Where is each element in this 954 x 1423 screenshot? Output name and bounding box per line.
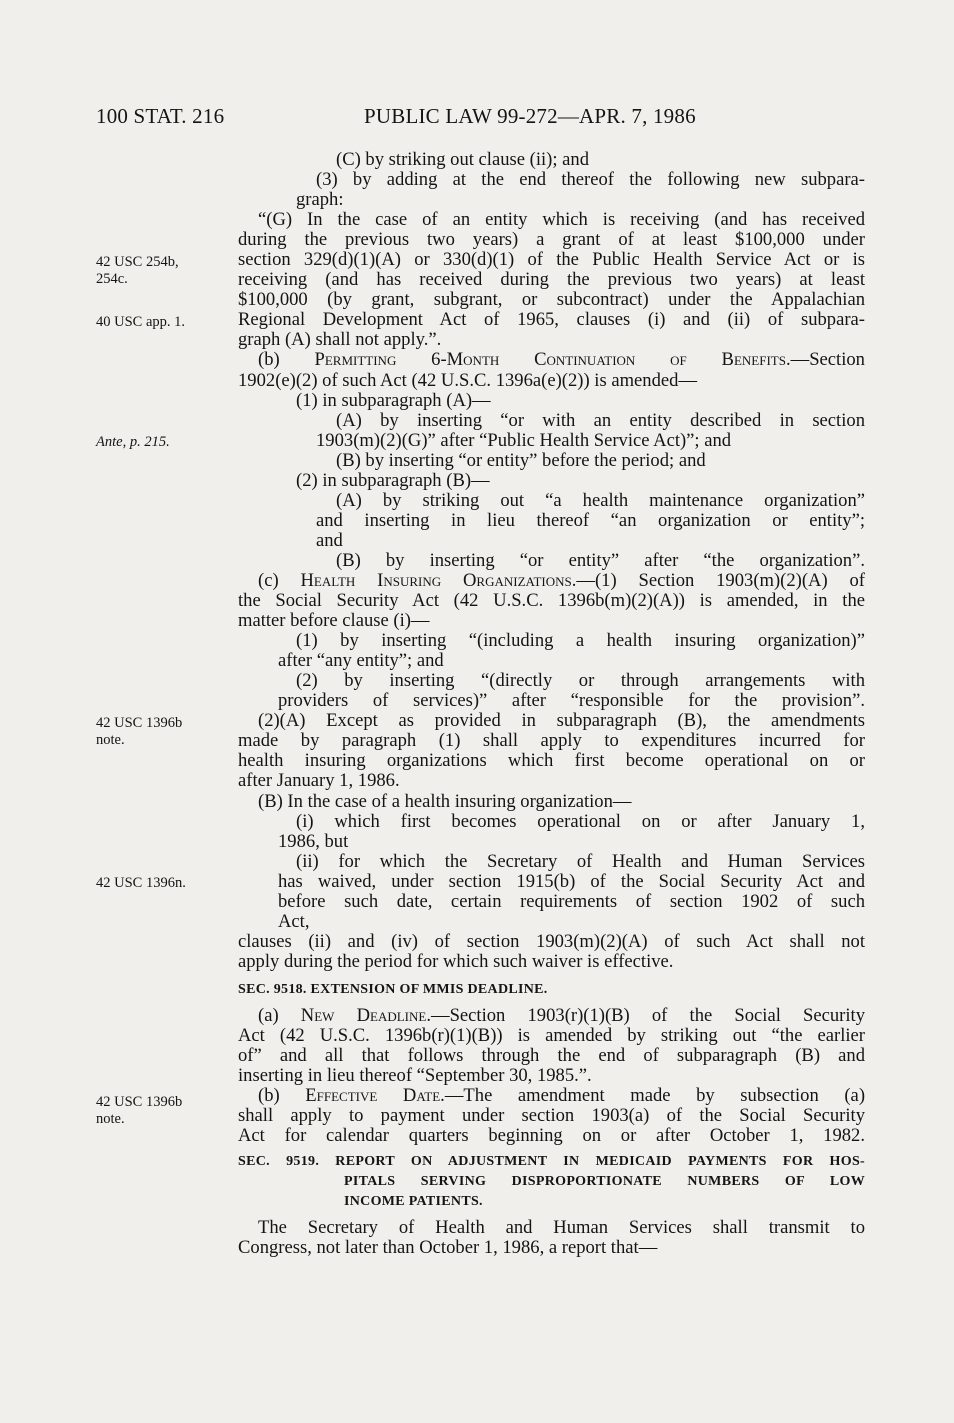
text-line: (3) by adding at the end thereof the following new subpara-: [316, 170, 865, 191]
text-line: 1903(m)(2)(G)” after “Public Health Service Act)”; and: [316, 430, 732, 451]
text-line: (2) by inserting “(directly or through arrangements with: [296, 671, 865, 692]
heading-suffix: .—Section 1903(r)(1)(B) of the Social Security: [426, 1005, 865, 1026]
text-line: has waived, under section 1915(b) of the Social Security Act and: [278, 871, 865, 892]
text-line: Act,: [278, 911, 310, 932]
heading-caption: Permitting 6-Month Continuation of Benefits: [314, 350, 786, 371]
subsection-a-heading: [238, 1006, 865, 1026]
margin-note-line: 254c.: [96, 271, 128, 287]
heading-caption: Health Insuring Organizations: [300, 570, 572, 591]
text-line: (C) by striking out clause (ii); and: [336, 150, 590, 170]
text-line: (i) which first becomes operational on or after January 1,: [296, 811, 865, 832]
text-line: The Secretary of Health and Human Services shall transmit to: [258, 1218, 865, 1239]
heading-suffix: .—(1) Section 1903(m)(2)(A) of: [571, 570, 865, 591]
text-line: 1986, but: [278, 831, 349, 852]
heading-prefix: (c): [258, 570, 301, 591]
page-stat-number: 100 STAT. 216: [96, 104, 225, 128]
margin-note-line: 42 USC 1396b: [96, 715, 183, 731]
margin-note-ante: [96, 434, 170, 451]
text-line: clauses (ii) and (iv) of section 1903(m)(2)(A) of such Act shall not: [238, 931, 865, 952]
text-line: Congress, not later than October 1, 1986, a report that—: [238, 1238, 658, 1259]
text-line: (ii) for which the Secretary of Health and Human Services: [296, 851, 865, 872]
text-line: (A) by striking out “a health maintenance organization”: [336, 490, 865, 511]
text-line: 1902(e)(2) of such Act (42 U.S.C. 1396a(e)(2)) is amended—: [238, 370, 698, 391]
text-line: section 329(d)(1)(A) or 330(d)(1) of the Public Health Service Act or is: [238, 250, 865, 271]
text-line: (B) by inserting “or entity” after “the organization”.: [336, 550, 865, 571]
text-line: graph (A) shall not apply.”.: [238, 330, 442, 351]
heading-caption: Effective Date: [305, 1086, 441, 1107]
section-9519-heading-line: INCOME PATIENTS.: [344, 1194, 483, 1210]
text-line: and inserting in lieu thereof “an organization or entity”;: [316, 510, 865, 531]
text-line: Regional Development Act of 1965, clauses (i) and (ii) of subpara-: [238, 310, 865, 331]
subsection-b-effective-date-heading: [238, 1086, 865, 1106]
margin-note-line: 42 USC 254b,: [96, 254, 179, 270]
text-line: (1) by inserting “(including a health insuring organization)”: [296, 631, 865, 652]
text-line: (B) by inserting “or entity” before the period; and: [336, 450, 706, 471]
text-line: of” and all that follows through the end of subparagraph (B) and: [238, 1046, 865, 1067]
subsection-c-heading: [238, 571, 865, 591]
text-line: shall apply to payment under section 1903(a) of the Social Security: [238, 1106, 865, 1127]
heading-prefix: (a): [258, 1005, 301, 1026]
text-line: “(G) In the case of an entity which is receiving (and has received: [258, 210, 865, 231]
margin-note-usc-254b: [96, 254, 179, 288]
margin-note-line: note.: [96, 732, 125, 748]
heading-prefix: (b): [258, 350, 315, 371]
text-line: (2) in subparagraph (B)—: [296, 470, 490, 491]
section-9519-heading-line: PITALS SERVING DISPROPORTIONATE NUMBERS OF LOW: [344, 1174, 865, 1190]
heading-suffix: .—The amendment made by subsection (a): [440, 1086, 865, 1107]
margin-note-usc-1396n: [96, 875, 186, 892]
text-line: (A) by inserting “or with an entity described in section: [336, 410, 865, 431]
text-line: $100,000 (by grant, subgrant, or subcontract) under the Appalachian: [238, 290, 865, 311]
text-line: before such date, certain requirements of section 1902 of such: [278, 891, 865, 912]
text-line: Act (42 U.S.C. 1396b(r)(1)(B)) is amended by striking out “the earlier: [238, 1026, 865, 1047]
page-running-title: PUBLIC LAW 99-272—APR. 7, 1986: [364, 104, 696, 128]
margin-note-usc-1396b-a: [96, 715, 182, 749]
margin-note-usc-1396b-b: [96, 1094, 182, 1128]
margin-note-usc-app-1: [96, 314, 185, 331]
text-line: Act for calendar quarters beginning on or after October 1, 1982.: [238, 1126, 865, 1147]
text-line: made by paragraph (1) shall apply to expenditures incurred for: [238, 731, 865, 752]
heading-suffix: .—Section: [785, 350, 865, 371]
text-line: (2)(A) Except as provided in subparagraph (B), the amendments: [258, 711, 865, 732]
text-line: inserting in lieu thereof “September 30, 1985.”.: [238, 1066, 592, 1087]
text-line: the Social Security Act (42 U.S.C. 1396b(m)(2)(A)) is amended, in the: [238, 591, 865, 612]
margin-note-line: 42 USC 1396n.: [96, 875, 186, 891]
text-line: and: [316, 530, 343, 551]
margin-note-line: 42 USC 1396b: [96, 1094, 183, 1110]
heading-caption: New Deadline: [300, 1005, 427, 1026]
body-text: [238, 150, 865, 1259]
margin-note-line: note.: [96, 1111, 125, 1127]
margin-note-line: Ante, p. 215.: [96, 434, 170, 450]
text-line: graph:: [296, 190, 344, 211]
heading-prefix: (b): [258, 1086, 306, 1107]
margin-note-line: 40 USC app. 1.: [96, 314, 186, 330]
text-line: after “any entity”; and: [278, 651, 444, 672]
text-line: matter before clause (i)—: [238, 611, 430, 632]
text-line: receiving (and has received during the previous two years) at least: [238, 270, 865, 291]
section-9518-heading: SEC. 9518. EXTENSION OF MMIS DEADLINE.: [238, 981, 548, 997]
text-line: providers of services)” after “responsible for the provision”.: [278, 691, 865, 712]
section-9519-heading-line: SEC. 9519. REPORT ON ADJUSTMENT IN MEDICAID PAYMENTS FOR HOS-: [238, 1154, 865, 1170]
text-line: during the previous two years) a grant of at least $100,000 under: [238, 230, 865, 251]
subsection-b-heading: [238, 350, 865, 370]
text-line: after January 1, 1986.: [238, 771, 400, 792]
text-line: (1) in subparagraph (A)—: [296, 390, 491, 411]
text-line: health insuring organizations which first become operational on or: [238, 751, 865, 772]
text-line: (B) In the case of a health insuring organization—: [258, 791, 632, 812]
text-line: apply during the period for which such waiver is effective.: [238, 951, 674, 972]
